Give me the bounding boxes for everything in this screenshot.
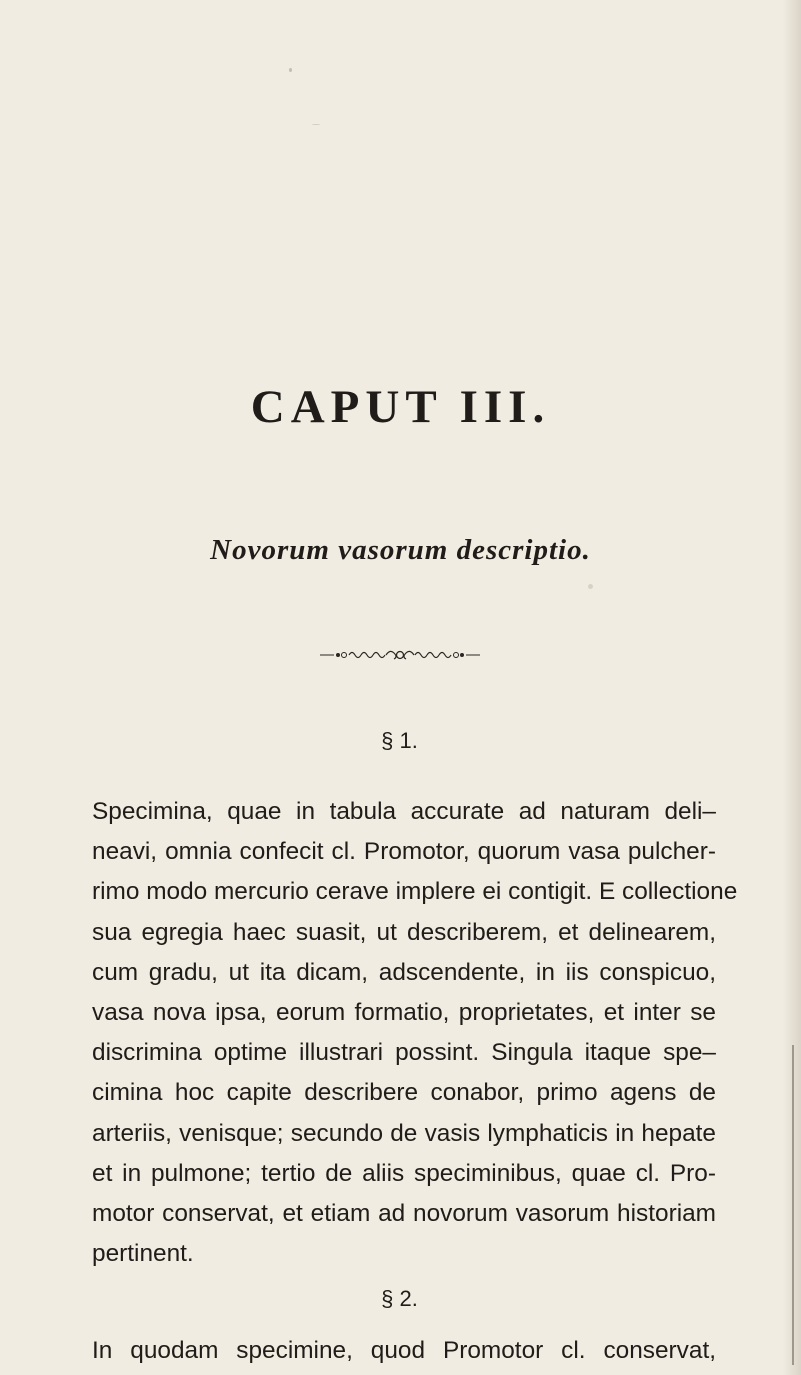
text-line: sua egregia haec suasit, ut describerem, et delinearem, (92, 918, 716, 946)
text-line: Specimina, quae in tabula accurate ad naturam deli– (92, 798, 716, 825)
text-line: neavi, omnia confecit cl. Promotor, quorum vasa pulcher- (92, 838, 716, 866)
section-mark: § 1. (381, 728, 418, 753)
text-line: motor conservat, et etiam ad novorum vasorum historiam (92, 1200, 716, 1228)
text-line: pertinent. (92, 1240, 194, 1268)
chapter-subtitle: Novorum vasorum descriptio. (210, 534, 591, 566)
text-line: cum gradu, ut ita dicam, adscendente, in iis conspicuo, (92, 958, 716, 986)
paragraph (92, 792, 738, 1274)
text-line: discrimina optime illustrari possint. Singula itaque spe– (92, 1039, 716, 1067)
page-edge-line (792, 1045, 794, 1365)
text-line: vasa nova ipsa, eorum formatio, proprietates, et inter se (92, 999, 716, 1027)
decorative-rule-icon (320, 649, 480, 661)
paper-speck (312, 124, 320, 125)
paper-speck (289, 68, 292, 72)
text-line: rimo modo mercurio cerave implere ei contigit. E collectione (92, 878, 738, 906)
paper-speck (588, 584, 593, 589)
section-mark: § 2. (381, 1286, 418, 1311)
paragraph (92, 1331, 716, 1375)
text-line: arteriis, venisque; secundo de vasis lymphaticis in hepate (92, 1119, 716, 1147)
text-line: cimina hoc capite describere conabor, primo agens de (92, 1079, 716, 1107)
text-line: In quodam specimine, quod Promotor cl. conservat, (92, 1337, 716, 1364)
chapter-title: CAPUT III. (250, 381, 551, 433)
text-line: et in pulmone; tertio de aliis speciminibus, quae cl. Pro- (92, 1159, 716, 1187)
